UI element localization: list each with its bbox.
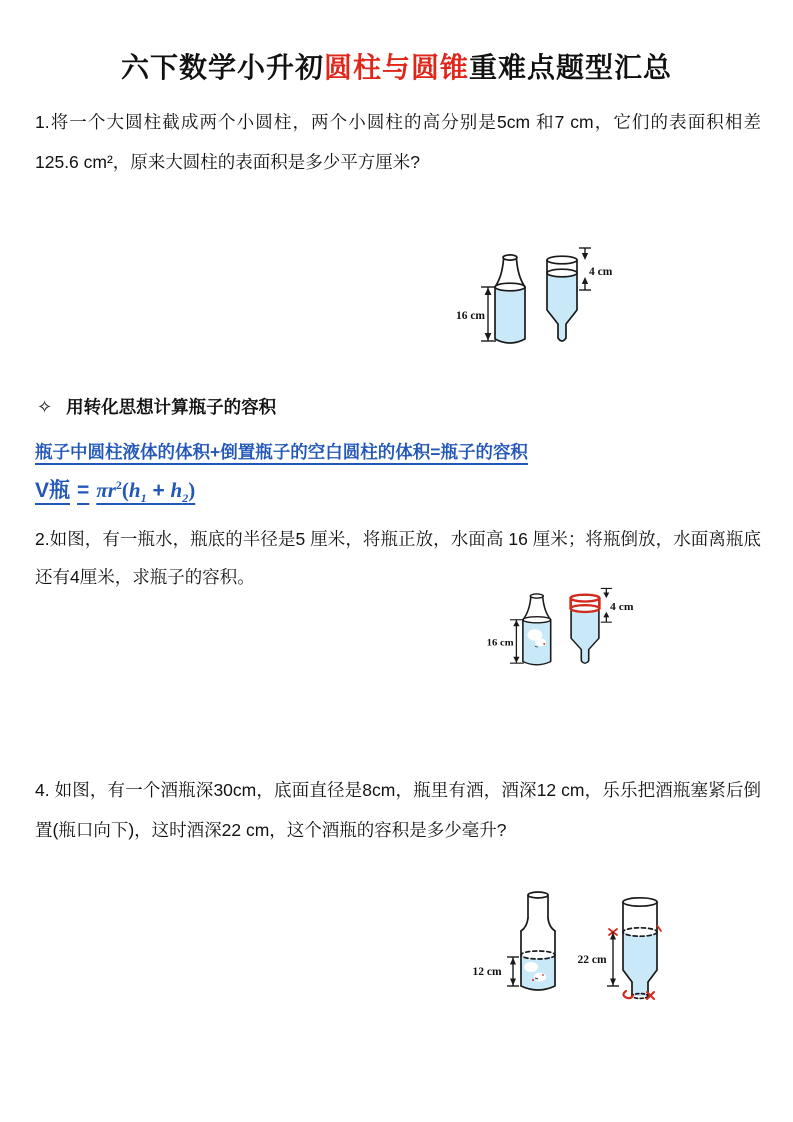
method-heading-text: 用转化思想计算瓶子的容积 bbox=[66, 397, 277, 417]
formula-open-paren: ( bbox=[121, 478, 129, 502]
upright-wine-bottle bbox=[521, 892, 555, 990]
formula-close-paren: ) bbox=[188, 478, 196, 502]
formula-equals: = bbox=[77, 479, 90, 502]
title-highlight: 圆柱与圆锥 bbox=[323, 52, 469, 83]
inverted-bottle bbox=[547, 256, 577, 341]
label-22cm: 22 cm bbox=[577, 954, 607, 966]
method-heading bbox=[37, 394, 276, 419]
dimension-12cm bbox=[472, 957, 519, 986]
figure-water-bottles-1 bbox=[452, 240, 617, 352]
question-1-text: 1.将一个大圆柱截成两个小圆柱，两个小圆柱的高分别是5cm 和7 cm，它们的表面积相差125.6 cm²，原来大圆柱的表面积是多少平方厘米? bbox=[35, 112, 761, 172]
formula-v-sub: 瓶 bbox=[49, 479, 71, 502]
dimension-4cm bbox=[579, 248, 613, 290]
dimension-4cm bbox=[601, 588, 634, 622]
volume-formula bbox=[35, 474, 195, 506]
formula-h2-sub: 2 bbox=[182, 491, 189, 506]
formula-pi-r: πr bbox=[96, 478, 116, 502]
label-4cm: 4 cm bbox=[610, 601, 634, 613]
question-4-text: 4. 如图，有一个酒瓶深30cm，底面直径是8cm，瓶里有酒，酒深12 cm，乐乐把酒瓶塞紧后倒置(瓶口向下)，这时酒深22 cm，这个酒瓶的容积是多少毫升? bbox=[35, 780, 761, 840]
diamond-icon: ✧ bbox=[37, 397, 53, 417]
title-suffix: 重难点题型汇总 bbox=[469, 52, 673, 83]
formula-exponent: 2 bbox=[115, 478, 122, 492]
label-16cm: 16 cm bbox=[486, 638, 514, 649]
upright-bottle bbox=[495, 255, 525, 343]
label-12cm: 12 cm bbox=[472, 966, 502, 978]
formula-h2: h bbox=[170, 478, 183, 502]
inverted-bottle bbox=[571, 595, 600, 664]
formula-plus: + bbox=[146, 479, 171, 502]
figure-wine-bottles bbox=[463, 885, 673, 1005]
question-2-text: 2.如图，有一瓶水，瓶底的半径是5 厘米，将瓶正放，水面高 16 厘米；将瓶倒放，水面离瓶底还有4厘米，求瓶子的容积。 bbox=[35, 529, 761, 587]
red-highlight-ring bbox=[571, 595, 600, 612]
label-4cm: 4 cm bbox=[589, 266, 613, 278]
upright-bottle bbox=[523, 594, 551, 665]
formula-h1-sub: 1 bbox=[140, 491, 147, 506]
formula-v: V bbox=[35, 479, 50, 502]
inverted-wine-bottle bbox=[609, 898, 661, 999]
dimension-22cm bbox=[577, 932, 619, 986]
label-16cm: 16 cm bbox=[455, 310, 485, 322]
page-title bbox=[0, 46, 793, 86]
title-prefix: 六下数学小升初 bbox=[120, 52, 324, 83]
dimension-16cm bbox=[487, 620, 524, 663]
dimension-16cm bbox=[456, 287, 496, 341]
method-rule-text: 瓶子中圆柱液体的体积+倒置瓶子的空白圆柱的体积=瓶子的容积 bbox=[35, 442, 528, 462]
formula-h1: h bbox=[128, 478, 141, 502]
figure-water-bottles-2 bbox=[483, 582, 636, 672]
